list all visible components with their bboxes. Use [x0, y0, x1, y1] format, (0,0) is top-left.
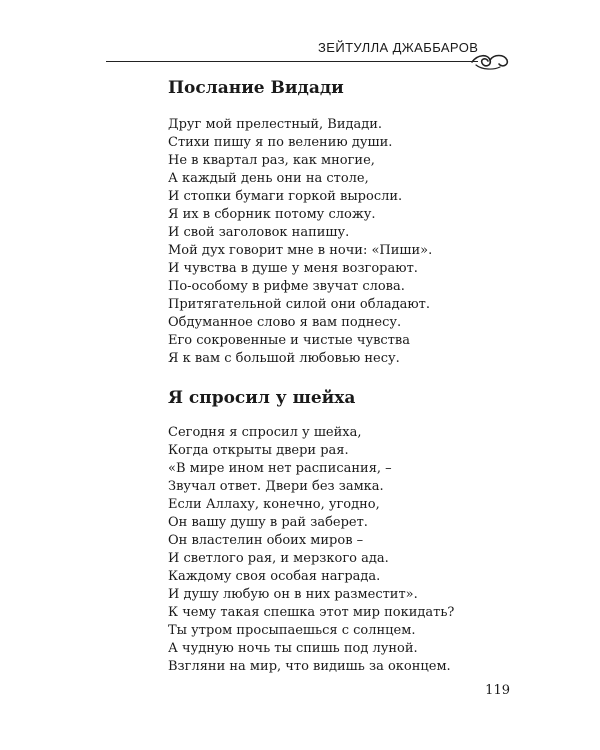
poem-line: Не в квартал раз, как многие,	[168, 153, 375, 168]
page-number: 119	[485, 683, 510, 698]
poem-line: Когда открыты двери рая.	[168, 443, 349, 458]
poem-line: Притягательной силой они обладают.	[168, 297, 430, 312]
poem-line: Я их в сборник потому сложу.	[168, 207, 376, 222]
poem-line: Каждому своя особая награда.	[168, 569, 381, 584]
poem-line: Его сокровенные и чистые чувства	[168, 333, 410, 348]
poem-line: Ты утром просыпаешься с солнцем.	[168, 623, 416, 638]
flourish-ornament-icon	[470, 50, 510, 74]
poem-line: Он властелин обоих миров –	[168, 533, 364, 548]
poem-line: «В мире ином нет расписания, –	[168, 461, 392, 476]
running-header-author: ЗЕЙТУЛЛА ДЖАББАРОВ	[318, 40, 479, 55]
poem-line: А чудную ночь ты спишь под луной.	[168, 641, 418, 656]
poem-line: И чувства в душе у меня возгорают.	[168, 261, 418, 276]
poem-line: Мой дух говорит мне в ночи: «Пиши».	[168, 243, 433, 258]
poem-body-1	[168, 116, 432, 368]
poem-line: По-особому в рифме звучат слова.	[168, 279, 405, 294]
header-rule	[106, 61, 478, 62]
poem-line: Я к вам с большой любовью несу.	[168, 351, 400, 366]
poem-line: И свой заголовок напишу.	[168, 225, 350, 240]
poem-line: Сегодня я спросил у шейха,	[168, 425, 362, 440]
poem-line: Обдуманное слово я вам поднесу.	[168, 315, 402, 330]
poem-line: Если Аллаху, конечно, угодно,	[168, 497, 380, 512]
poem-line: Стихи пишу я по велению души.	[168, 135, 393, 150]
running-header	[0, 0, 600, 80]
poem-title-2: Я спросил у шейха	[168, 388, 356, 408]
poem-line: Друг мой прелестный, Видади.	[168, 117, 383, 132]
poem-line: Взгляни на мир, что видишь за оконцем.	[168, 659, 451, 674]
poem-body-2	[168, 424, 454, 676]
poem-line: Он вашу душу в рай заберет.	[168, 515, 368, 530]
poem-title-1: Послание Видади	[168, 78, 344, 98]
poem-line: И душу любую он в них разместит».	[168, 587, 418, 602]
poem-line: Звучал ответ. Двери без замка.	[168, 479, 384, 494]
poem-line: И светлого рая, и мерзкого ада.	[168, 551, 389, 566]
poem-line: И стопки бумаги горкой выросли.	[168, 189, 403, 204]
poem-line: К чему такая спешка этот мир покидать?	[168, 605, 455, 620]
poem-line: А каждый день они на столе,	[168, 171, 369, 186]
